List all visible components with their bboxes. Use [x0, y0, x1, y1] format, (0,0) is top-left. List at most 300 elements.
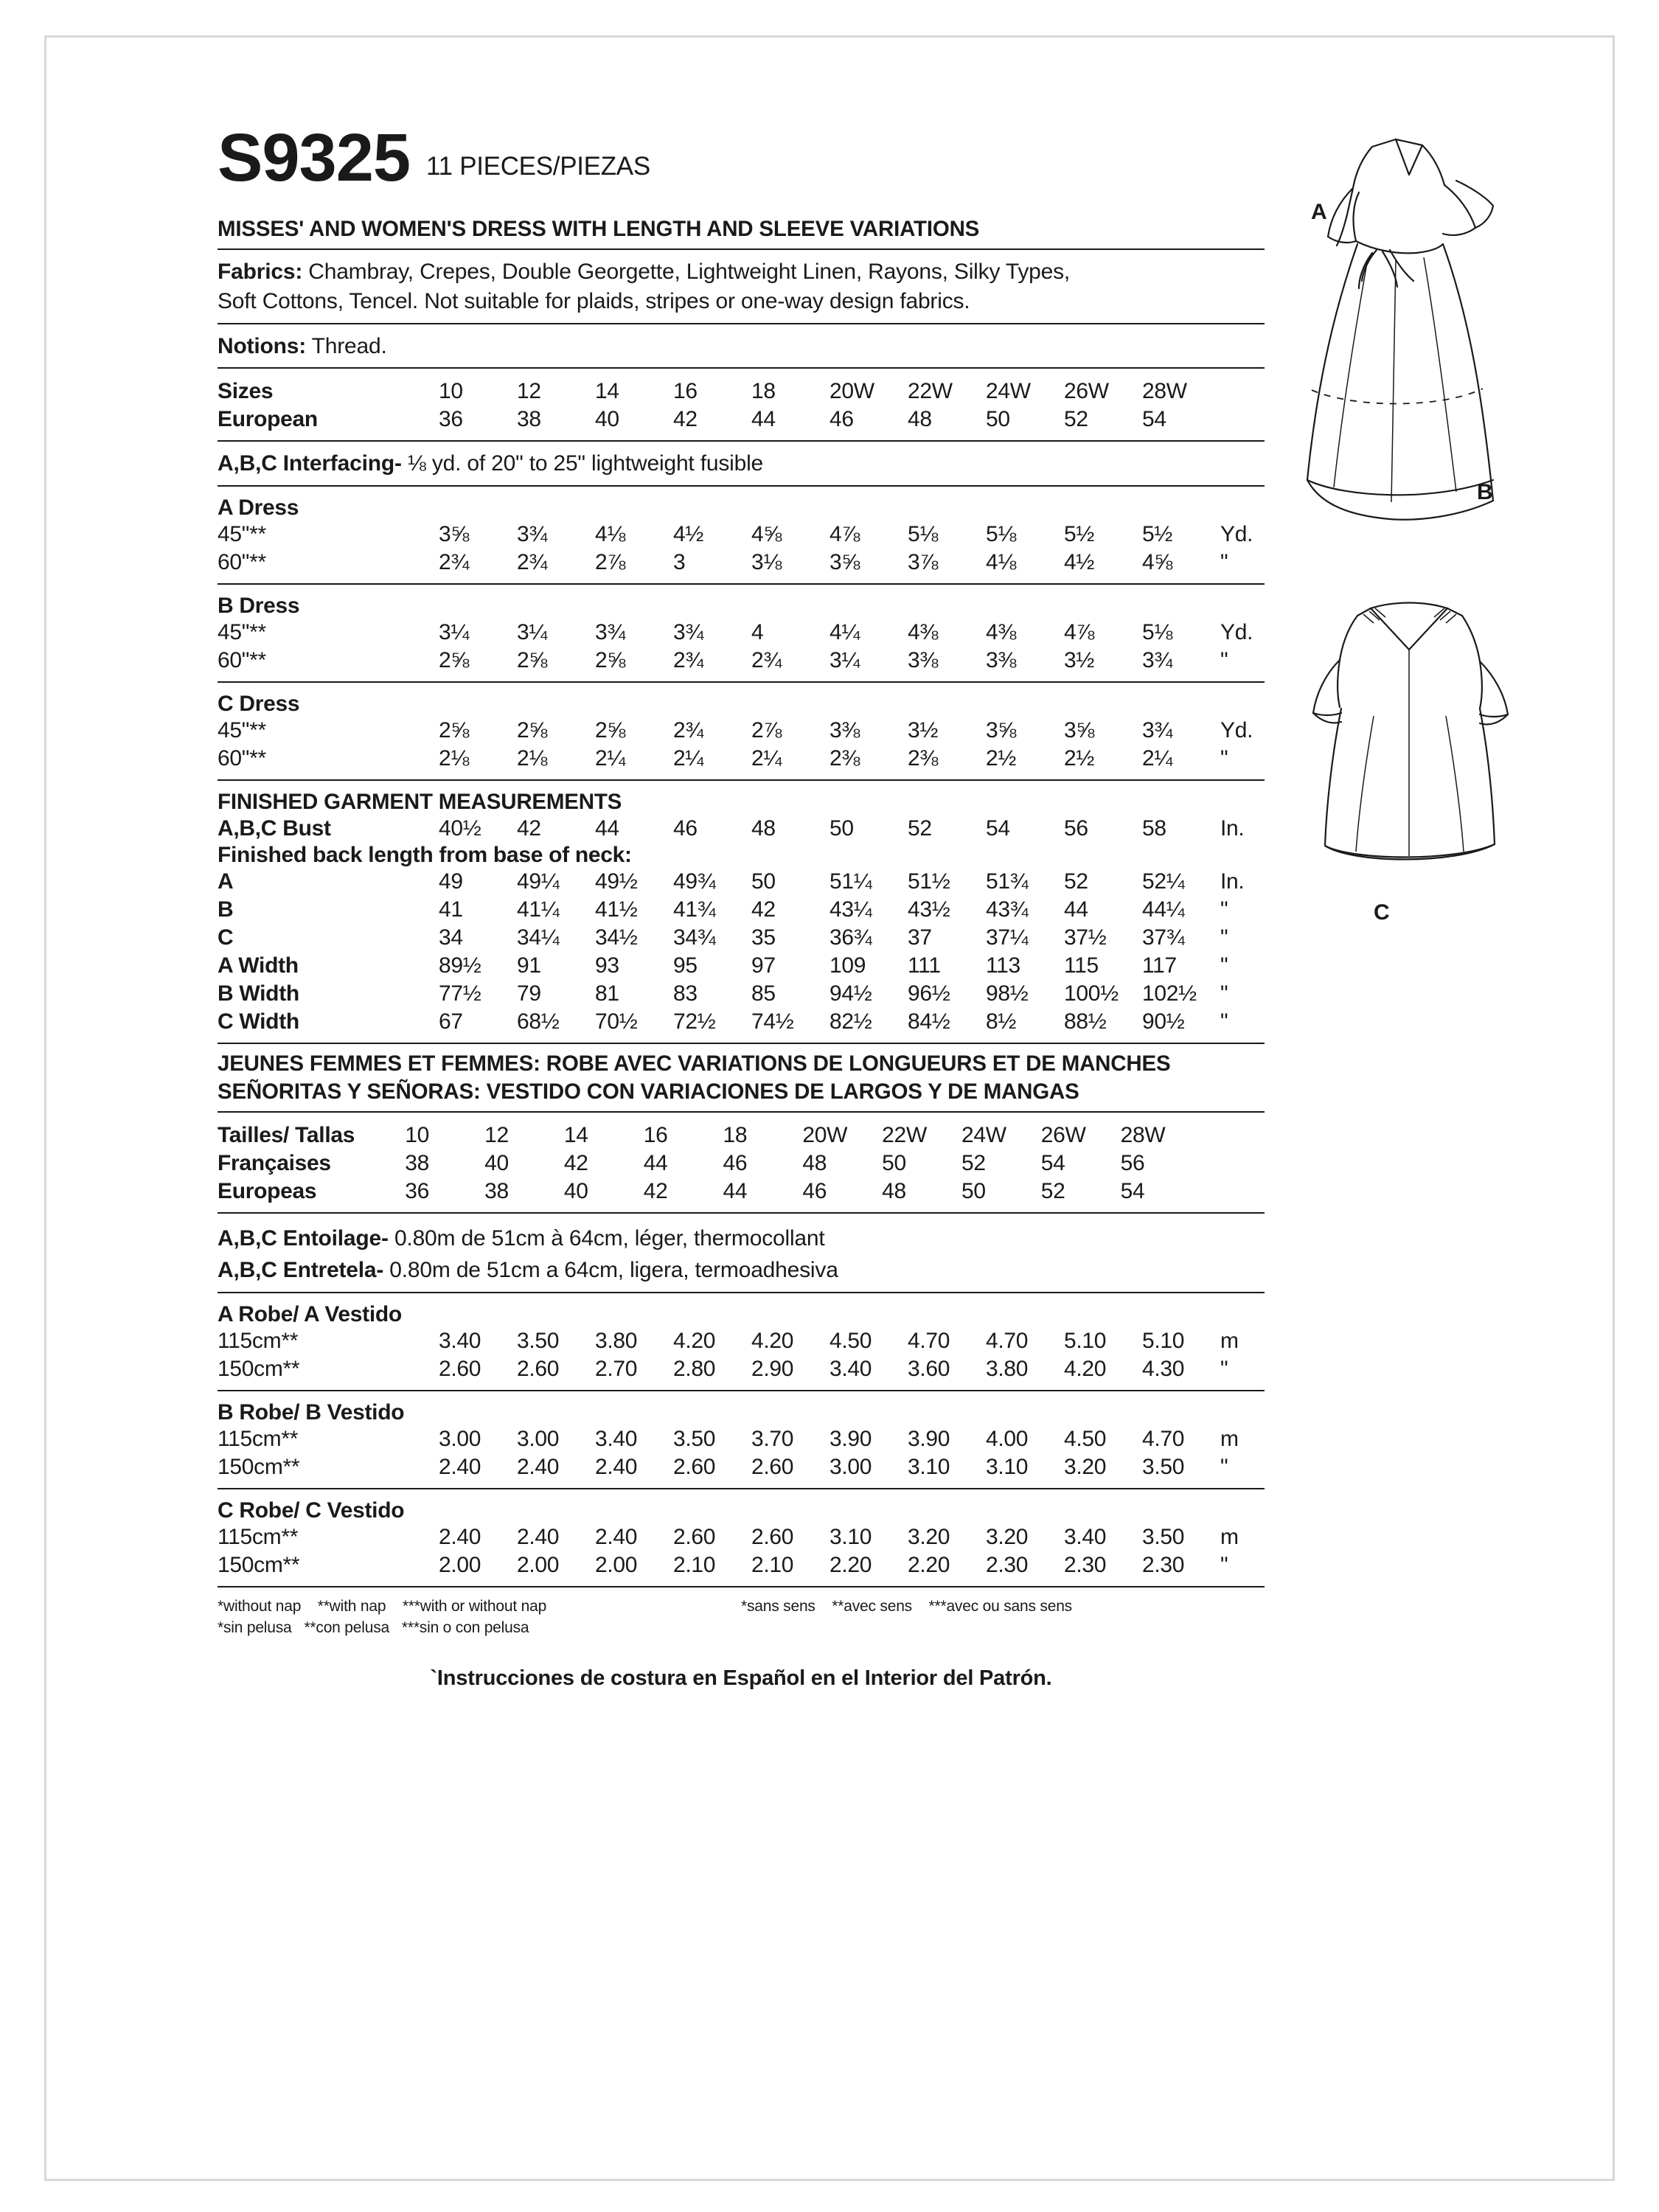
cell: 4⅛: [986, 549, 1017, 574]
cell-unit: ": [1220, 647, 1228, 672]
cell: [1220, 378, 1284, 406]
cell: 12: [517, 379, 541, 404]
cell: 2.60: [439, 1356, 481, 1381]
cell: 4⅜: [986, 619, 1017, 644]
cell: 52: [1040, 1178, 1065, 1203]
row-label: 150cm**: [218, 1454, 300, 1479]
yardage-heading-a: A Dress: [218, 495, 299, 520]
cell: 3.60: [908, 1356, 950, 1381]
divider: [218, 583, 1265, 585]
cell: 46: [723, 1150, 748, 1175]
cell: 3⅝: [439, 521, 470, 546]
footnotes-en-es: [218, 1598, 741, 1637]
table-row: [218, 980, 1284, 1008]
table-row: [218, 1327, 1284, 1355]
cell: 3.00: [439, 1426, 481, 1451]
cell: 2¾: [673, 647, 704, 672]
table-row: [218, 868, 1284, 896]
divider: [218, 367, 1265, 369]
cell: 3: [673, 549, 686, 574]
pattern-code: S9325: [218, 120, 411, 195]
cell: 3.40: [1064, 1524, 1107, 1549]
cell: 10: [405, 1122, 430, 1147]
cell: 2⅝: [439, 647, 470, 672]
table-row: [218, 1008, 1284, 1036]
metric-heading-b: B Robe/ B Vestido: [218, 1399, 405, 1425]
cell: 3.40: [439, 1328, 481, 1353]
cell: 4⅝: [1142, 549, 1173, 574]
cell: 74½: [751, 1009, 794, 1034]
cell: 3¾: [1142, 647, 1173, 672]
interfacing-row: [218, 449, 1265, 479]
cell: 14: [563, 1122, 588, 1147]
cell: 83: [673, 981, 698, 1006]
cell: 90½: [1142, 1009, 1185, 1034]
cell: 2¼: [595, 745, 626, 771]
cell: 3¾: [517, 521, 548, 546]
cell: 35: [751, 925, 776, 950]
cell: 100½: [1064, 981, 1119, 1006]
cell: 50: [830, 815, 854, 841]
cell: 84½: [908, 1009, 950, 1034]
cell: 42: [673, 407, 698, 432]
cell-unit: ": [1220, 1552, 1228, 1577]
cell: 2¾: [439, 549, 470, 574]
cell: 38: [517, 407, 541, 432]
cell: 4⅞: [830, 521, 860, 546]
cell: 2⅝: [517, 647, 548, 672]
cell: 2⅜: [908, 745, 939, 771]
cell-unit: Yd.: [1220, 521, 1253, 546]
illustration-label-b: B: [1477, 480, 1493, 504]
table-row: [218, 896, 1284, 924]
cell: 42: [563, 1150, 588, 1175]
divider: [218, 1390, 1265, 1391]
cell-unit: ": [1220, 953, 1228, 978]
cell: 117: [1142, 953, 1177, 978]
cell-unit: ": [1220, 981, 1228, 1006]
cell: 5⅛: [908, 521, 939, 546]
divider: [218, 323, 1265, 324]
cell: 52: [908, 815, 932, 841]
cell: 2.30: [1064, 1552, 1107, 1577]
cell: 37¼: [986, 925, 1029, 950]
cell-unit: ": [1220, 1356, 1228, 1381]
yardage-table-b: [218, 619, 1284, 675]
cell-unit: ": [1220, 549, 1228, 574]
pattern-envelope-back: [44, 35, 1615, 2181]
row-label: 60"**: [218, 549, 266, 574]
back-length-label: Finished back length from base of neck:: [218, 842, 632, 867]
cell-unit: ": [1220, 925, 1228, 950]
cell: 2⅝: [439, 717, 470, 742]
entoilage-label: A,B,C Entoilage-: [218, 1225, 389, 1251]
cell: 4⅞: [1064, 619, 1095, 644]
cell: 8½: [986, 1009, 1017, 1034]
cell: 2¾: [673, 717, 704, 742]
metric-heading-c: C Robe/ C Vestido: [218, 1498, 405, 1523]
cell: 2.40: [439, 1454, 481, 1479]
cell: 97: [751, 953, 776, 978]
cell: 2¾: [751, 647, 782, 672]
entoilage-row: [218, 1224, 1265, 1253]
cell: 51¾: [986, 869, 1029, 894]
cell: 95: [673, 953, 698, 978]
divider: [218, 440, 1265, 442]
cell: 3⅞: [908, 549, 939, 574]
table-row: [218, 378, 1284, 406]
cell: 58: [1142, 815, 1166, 841]
cell: 46: [802, 1178, 827, 1203]
cell-unit: ": [1220, 745, 1228, 771]
cell: 54: [1040, 1150, 1065, 1175]
cell: 88½: [1064, 1009, 1107, 1034]
row-label: 60"**: [218, 745, 266, 771]
row-label: A Width: [218, 953, 299, 978]
cell: 36: [405, 1178, 430, 1203]
cell: 4¼: [830, 619, 860, 644]
cell: 37½: [1064, 925, 1107, 950]
divider: [218, 681, 1265, 683]
divider: [218, 1212, 1265, 1214]
cell: 50: [882, 1150, 906, 1175]
footnote-avec-sens: **avec sens: [832, 1597, 912, 1615]
spanish-instructions-note: `Instrucciones de costura en Español en el Interior del Patrón.: [430, 1666, 1052, 1690]
cell: 85: [751, 981, 776, 1006]
footnote-line-3: [741, 1598, 1265, 1615]
cell: 93: [595, 953, 619, 978]
cell-unit: m: [1220, 1426, 1239, 1451]
cell-unit: ": [1220, 1009, 1228, 1034]
cell-unit: ": [1220, 897, 1228, 922]
row-label: C: [218, 925, 234, 950]
cell: 3.10: [830, 1524, 872, 1549]
cell: 5.10: [1142, 1328, 1185, 1353]
cell: 4.50: [1064, 1426, 1107, 1451]
cell: 2.10: [673, 1552, 716, 1577]
cell: 4.70: [1142, 1426, 1185, 1451]
table-row: [218, 1178, 1265, 1206]
cell: 109: [830, 953, 866, 978]
cell: 3.20: [986, 1524, 1029, 1549]
cell: 3¼: [439, 619, 470, 644]
cell: 49½: [595, 869, 638, 894]
cell: 5½: [1064, 521, 1095, 546]
cell: 2.30: [986, 1552, 1029, 1577]
cell: 3⅝: [1064, 717, 1095, 742]
cell: 52: [961, 1150, 986, 1175]
cell: 2¼: [673, 745, 704, 771]
yardage-table-c: [218, 717, 1284, 773]
table-row: [218, 1453, 1284, 1481]
cell: 2.20: [908, 1552, 950, 1577]
title-spanish: SEÑORITAS Y SEÑORAS: VESTIDO CON VARIACIONES DE LARGOS Y DE MANGAS: [218, 1079, 1079, 1104]
cell: 102½: [1142, 981, 1197, 1006]
cell: 2⅞: [751, 717, 782, 742]
table-row: [218, 815, 1284, 843]
fabrics-line-1: [218, 257, 1265, 287]
row-label: C Width: [218, 1009, 299, 1034]
cell: 44: [595, 815, 619, 841]
divider: [218, 1292, 1265, 1293]
row-label: Sizes: [218, 379, 274, 404]
footnote-without-nap: *without nap: [218, 1597, 302, 1615]
row-label: 45"**: [218, 717, 266, 742]
cell: 3.50: [517, 1328, 560, 1353]
cell: 16: [643, 1122, 668, 1147]
footnote-con-pelusa: **con pelusa: [304, 1618, 389, 1636]
cell: 5½: [1142, 521, 1173, 546]
header-row: [218, 120, 1265, 195]
cell: 94½: [830, 981, 872, 1006]
cell: 3¼: [830, 647, 860, 672]
cell: 46: [673, 815, 698, 841]
cell: 34: [439, 925, 463, 950]
cell: 3.50: [1142, 1524, 1185, 1549]
cell: 2¾: [517, 549, 548, 574]
cell: 70½: [595, 1009, 638, 1034]
table-row: [218, 549, 1284, 577]
cell: 3.40: [595, 1426, 638, 1451]
cell: 48: [908, 407, 932, 432]
cell: 3¾: [595, 619, 626, 644]
row-label: A: [218, 869, 234, 894]
cell: 51½: [908, 869, 950, 894]
cell: 4.20: [673, 1328, 716, 1353]
cell: 3⅛: [751, 549, 782, 574]
finished-bust-table: [218, 815, 1284, 843]
cell: 3¾: [673, 619, 704, 644]
cell: 36: [439, 407, 463, 432]
cell: 41¾: [673, 897, 716, 922]
metric-heading-a: A Robe/ A Vestido: [218, 1301, 402, 1326]
cell: 72½: [673, 1009, 716, 1034]
cell: 4.20: [751, 1328, 794, 1353]
footnote-sin-pelusa: *sin pelusa: [218, 1618, 292, 1636]
cell: 3.10: [986, 1454, 1029, 1479]
cell: 38: [405, 1150, 430, 1175]
pattern-info-panel: [218, 120, 1265, 1691]
cell: 4⅝: [751, 521, 782, 546]
cell: 22W: [908, 379, 953, 404]
cell: 3.10: [908, 1454, 950, 1479]
cell: 56: [1064, 815, 1088, 841]
cell: 43¾: [986, 897, 1029, 922]
cell: 44: [643, 1150, 668, 1175]
row-label: B Width: [218, 981, 299, 1006]
notions-row: [218, 332, 1265, 361]
cell: 48: [802, 1150, 827, 1175]
row-label: 150cm**: [218, 1552, 300, 1577]
cell: 37: [908, 925, 932, 950]
footnote-sin-o-con-pelusa: ***sin o con pelusa: [401, 1618, 529, 1636]
entretela-value: 0.80m de 51cm a 64cm, ligera, termoadhesiva: [383, 1258, 838, 1283]
fabrics-line-2: Soft Cottons, Tencel. Not suitable for plaids, stripes or one-way design fabrics.: [218, 288, 970, 313]
row-label: 115cm**: [218, 1328, 299, 1353]
metric-table-a: [218, 1327, 1284, 1383]
sizes-table: [218, 378, 1284, 434]
cell: 28W: [1120, 1122, 1166, 1147]
cell: 3¾: [1142, 717, 1173, 742]
row-label: A,B,C Bust: [218, 815, 331, 841]
cell: 5⅛: [986, 521, 1017, 546]
cell: 4.50: [830, 1328, 872, 1353]
cell: 2.30: [1142, 1552, 1185, 1577]
cell: 68½: [517, 1009, 560, 1034]
cell: 49¾: [673, 869, 716, 894]
cell-unit: m: [1220, 1328, 1239, 1353]
divider: [218, 485, 1265, 487]
cell: 41: [439, 897, 463, 922]
cell: 2.00: [439, 1552, 481, 1577]
cell: 2.40: [517, 1454, 560, 1479]
cell: 44: [1064, 897, 1088, 922]
divider: [218, 779, 1265, 781]
cell: 77½: [439, 981, 481, 1006]
cell: 79: [517, 981, 541, 1006]
yardage-heading-b: B Dress: [218, 593, 300, 618]
footnote-line-2: [218, 1619, 741, 1637]
cell: 2.40: [595, 1524, 638, 1549]
divider: [218, 1111, 1265, 1113]
finished-measurements-heading: FINISHED GARMENT MEASUREMENTS: [218, 789, 622, 814]
row-label: B: [218, 897, 234, 922]
footnotes-fr: [741, 1598, 1265, 1637]
cell: 51¼: [830, 869, 872, 894]
cell: 40½: [439, 815, 481, 841]
cell: 24W: [961, 1122, 1006, 1147]
cell: [1200, 1178, 1265, 1206]
cell: 3.80: [595, 1328, 638, 1353]
cell: 24W: [986, 379, 1031, 404]
cell: 4: [751, 619, 764, 644]
row-label: European: [218, 407, 318, 432]
row-label: 115cm**: [218, 1426, 299, 1451]
cell: 3.90: [830, 1426, 872, 1451]
cell: 3.20: [1064, 1454, 1107, 1479]
cell: 42: [517, 815, 541, 841]
table-row: [218, 1425, 1284, 1453]
metric-table-b: [218, 1425, 1284, 1481]
cell: 28W: [1142, 379, 1187, 404]
cell: 4⅜: [908, 619, 939, 644]
cell: 3.50: [673, 1426, 716, 1451]
divider: [218, 248, 1265, 250]
dress-front-illustration: [1285, 133, 1551, 546]
entoilage-value: 0.80m de 51cm à 64cm, léger, thermocollant: [388, 1225, 825, 1251]
cell: 2⅛: [439, 745, 470, 771]
cell: 98½: [986, 981, 1029, 1006]
notions-value: Thread.: [306, 333, 387, 358]
cell: 2.10: [751, 1552, 794, 1577]
cell: 34½: [595, 925, 638, 950]
illustration-label-c: C: [1374, 900, 1390, 925]
cell: 4½: [1064, 549, 1095, 574]
table-row: [218, 647, 1284, 675]
cell: 37¾: [1142, 925, 1185, 950]
footnote-line-1: [218, 1598, 741, 1615]
cell: 3.00: [830, 1454, 872, 1479]
cell: 2⅝: [595, 647, 626, 672]
cell-unit: ": [1220, 1454, 1228, 1479]
cell: 89½: [439, 953, 481, 978]
cell: 2⅝: [517, 717, 548, 742]
cell: 40: [484, 1150, 509, 1175]
cell: 14: [595, 379, 619, 404]
cell: 48: [882, 1178, 906, 1203]
row-label: 115cm**: [218, 1524, 299, 1549]
footnote-with-nap: **with nap: [317, 1597, 386, 1615]
cell: 2½: [986, 745, 1017, 771]
fabrics-label: Fabrics:: [218, 260, 303, 285]
cell: 18: [723, 1122, 748, 1147]
cell: 2.60: [673, 1524, 716, 1549]
row-label: Françaises: [218, 1150, 331, 1175]
cell: 2.80: [673, 1356, 716, 1381]
cell: 4½: [673, 521, 704, 546]
cell: 20W: [830, 379, 874, 404]
cell: 113: [986, 953, 1020, 978]
divider: [218, 1488, 1265, 1489]
cell: 3.80: [986, 1356, 1029, 1381]
table-row: [218, 619, 1284, 647]
row-label: 45"**: [218, 521, 266, 546]
cell-unit: In.: [1220, 815, 1245, 841]
cell-unit: Yd.: [1220, 717, 1253, 742]
entretela-row: [218, 1256, 1265, 1285]
cell: 26W: [1040, 1122, 1086, 1147]
cell: 81: [595, 981, 619, 1006]
cell: 111: [908, 953, 941, 978]
cell: 16: [673, 379, 698, 404]
cell: 43½: [908, 897, 950, 922]
cell: 10: [439, 379, 463, 404]
metric-table-c: [218, 1523, 1284, 1579]
cell: 2.40: [595, 1454, 638, 1479]
cell: 18: [751, 379, 776, 404]
cell: 46: [830, 407, 854, 432]
cell: 96½: [908, 981, 950, 1006]
cell: 3.00: [517, 1426, 560, 1451]
divider: [218, 1586, 1265, 1587]
cell: 2½: [1064, 745, 1095, 771]
cell: 2⅛: [517, 745, 548, 771]
table-row: [218, 1551, 1284, 1579]
cell: 3⅜: [908, 647, 939, 672]
cell: 3½: [908, 717, 939, 742]
cell: 52¼: [1142, 869, 1185, 894]
cell: [1200, 1121, 1265, 1150]
cell: 56: [1120, 1150, 1145, 1175]
cell-unit: m: [1220, 1524, 1239, 1549]
cell: 5.10: [1064, 1328, 1107, 1353]
cell: 49: [439, 869, 463, 894]
cell: 82½: [830, 1009, 872, 1034]
table-row: [218, 406, 1284, 434]
cell: 50: [751, 869, 776, 894]
cell: 41½: [595, 897, 638, 922]
cell: 34¼: [517, 925, 560, 950]
table-row: [218, 1150, 1265, 1178]
cell: 44¼: [1142, 897, 1185, 922]
cell: 20W: [802, 1122, 848, 1147]
notions-label: Notions:: [218, 333, 307, 358]
cell: 67: [439, 1009, 463, 1034]
cell: 2.60: [751, 1454, 794, 1479]
cell: 2.70: [595, 1356, 638, 1381]
cell: 3⅜: [986, 647, 1017, 672]
cell: 40: [595, 407, 619, 432]
